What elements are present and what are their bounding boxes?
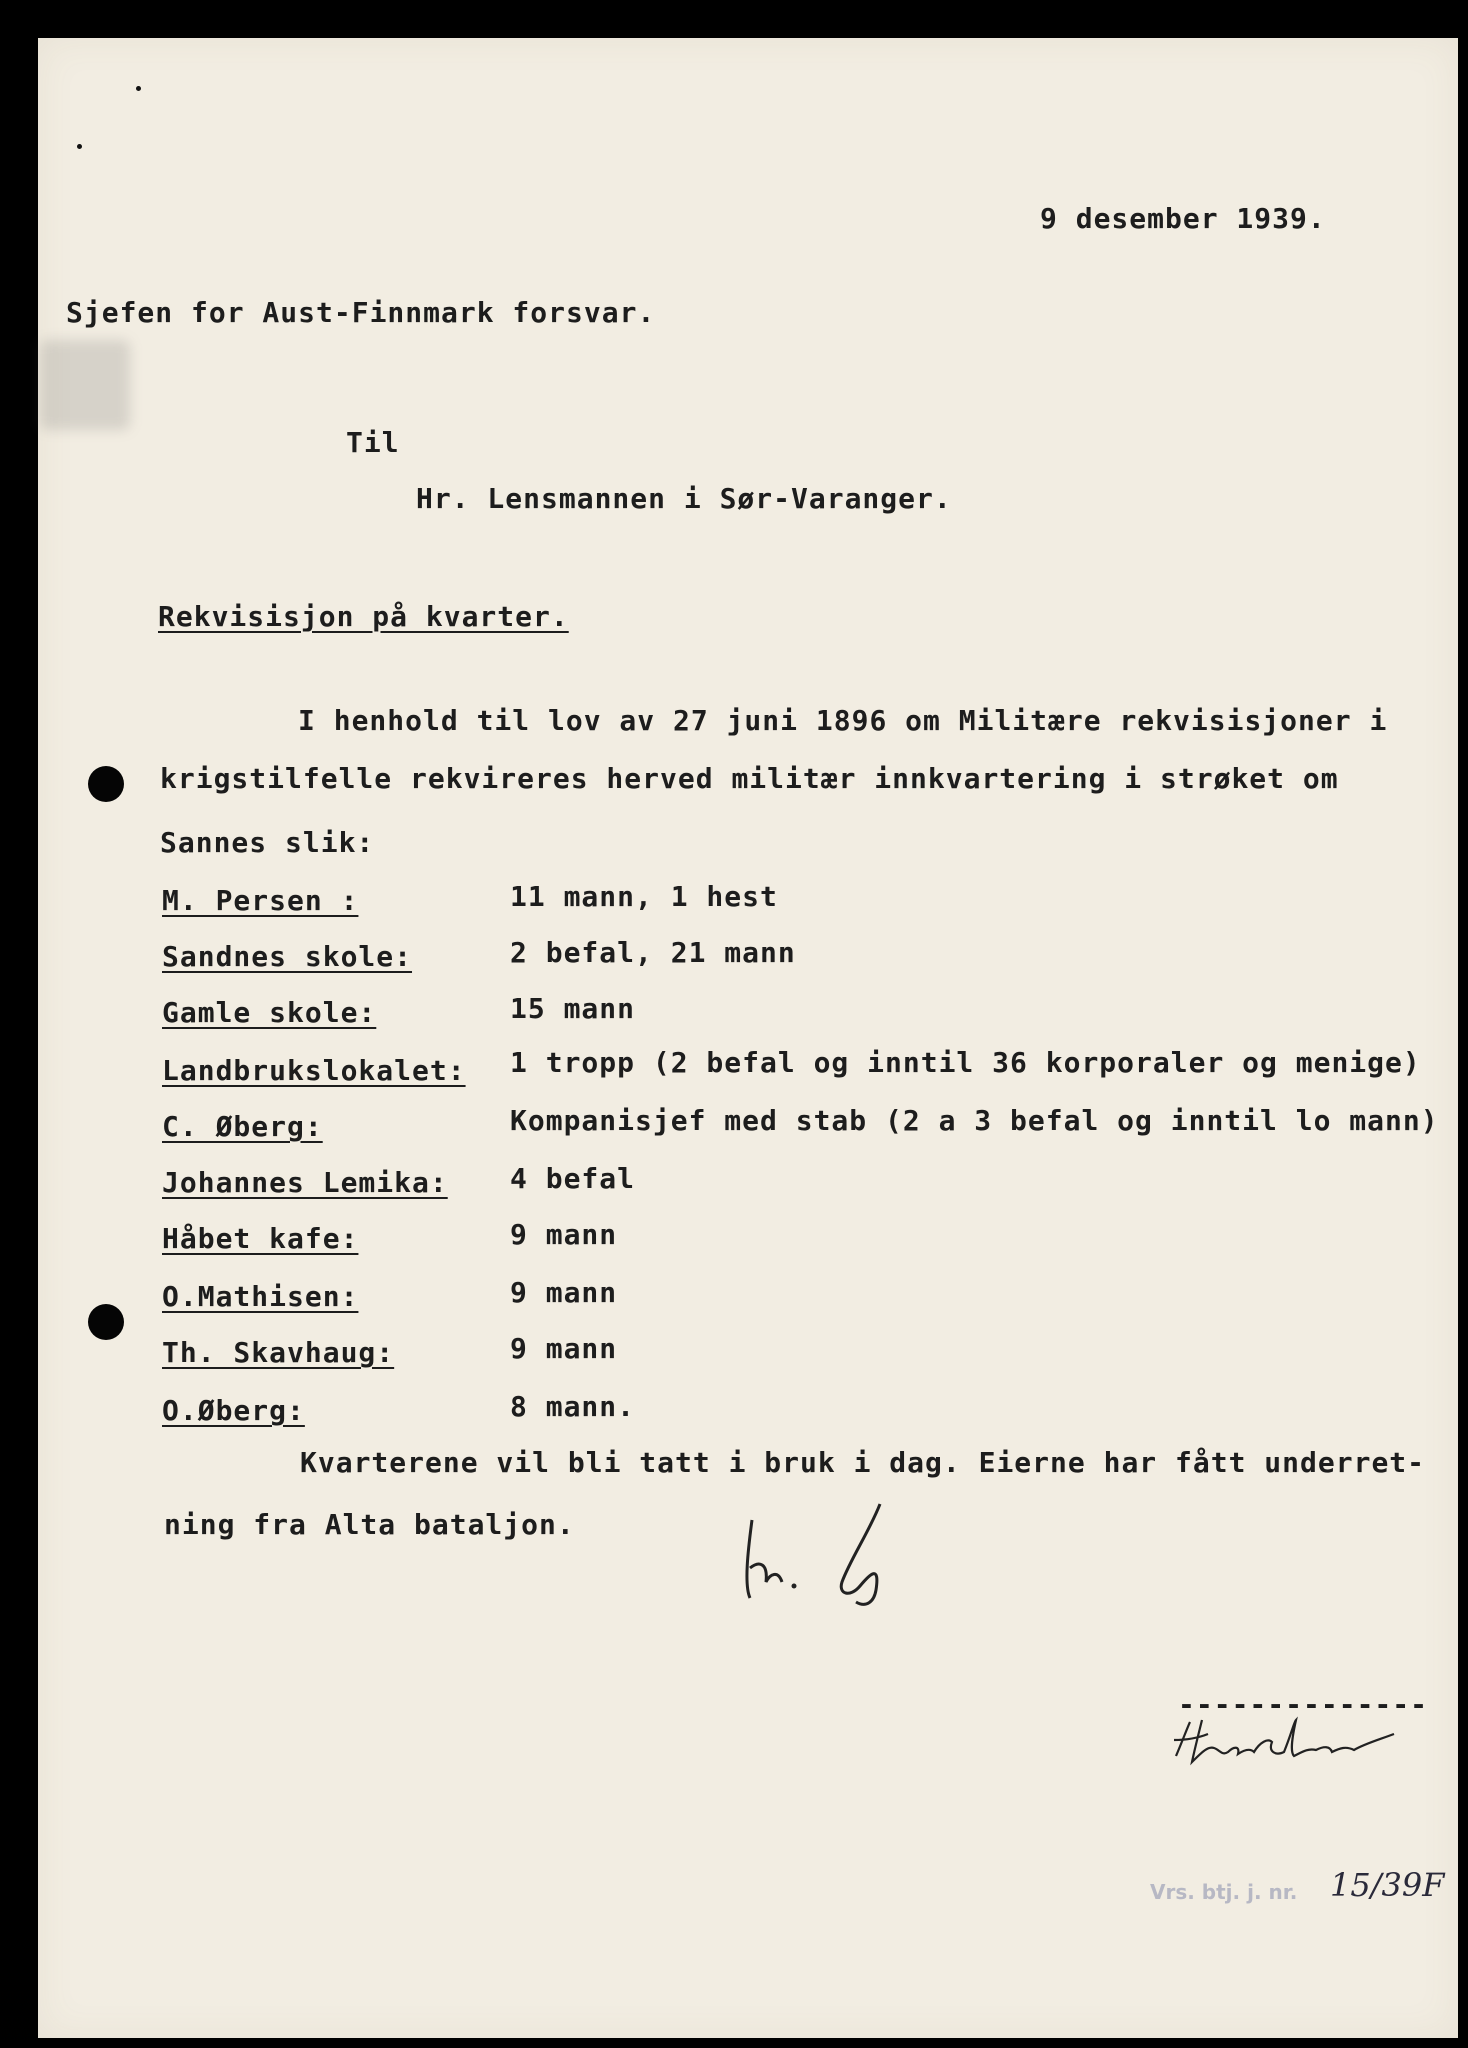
quarter-place: C. Øberg: <box>162 1110 323 1143</box>
quarter-allocation: 15 mann <box>510 992 636 1025</box>
quarter-allocation: 8 mann. <box>510 1390 636 1423</box>
quarter-place: Håbet kafe: <box>162 1222 359 1255</box>
quarter-place: Gamle skole: <box>162 996 377 1029</box>
subject-line: Rekvisisjon på kvarter. <box>158 600 569 633</box>
to-label: Til <box>346 426 400 459</box>
quarter-allocation: 4 befal <box>510 1162 636 1195</box>
recipient-line: Hr. Lensmannen i Sør-Varanger. <box>416 482 952 515</box>
letter-date: 9 desember 1939. <box>1040 202 1326 235</box>
quarter-place: Th. Skavhaug: <box>162 1336 395 1369</box>
closing-line: ning fra Alta bataljon. <box>164 1508 575 1541</box>
quarter-place: Landbrukslokalet: <box>162 1054 466 1087</box>
quarter-allocation: 2 befal, 21 mann <box>510 936 796 969</box>
body-line: Sannes slik: <box>160 826 375 859</box>
punch-hole <box>88 766 124 802</box>
quarter-place: Sandnes skole: <box>162 940 413 973</box>
body-line: I henhold til lov av 27 juni 1896 om Militære rekvisisjoner i <box>298 704 1388 737</box>
punch-hole <box>88 1304 124 1340</box>
speck <box>77 144 82 149</box>
initials-signature <box>730 1490 930 1620</box>
quarter-place: M. Persen : <box>162 884 359 917</box>
quarter-place: O.Øberg: <box>162 1394 305 1427</box>
quarter-allocation: 9 mann <box>510 1218 618 1251</box>
quarter-allocation: 1 tropp (2 befal og inntil 36 korporaler og menige) <box>510 1046 1421 1079</box>
registry-stamp: Vrs. btj. j. nr. <box>1150 1880 1298 1904</box>
quarter-allocation: 9 mann <box>510 1276 618 1309</box>
quarter-allocation: Kompanisjef med stab (2 a 3 befal og inntil lo mann) <box>510 1104 1439 1137</box>
smudge <box>40 340 130 430</box>
body-line: krigstilfelle rekvireres herved militær innkvartering i strøket om <box>160 762 1339 795</box>
sender-line: Sjefen for Aust-Finnmark forsvar. <box>66 296 656 329</box>
handwritten-signature <box>1168 1712 1408 1772</box>
closing-line: Kvarterene vil bli tatt i bruk i dag. Eierne har fått underret- <box>300 1446 1426 1479</box>
reference-number: 15/39F <box>1330 1866 1445 1904</box>
signature-dashes: -------------- <box>1178 1688 1429 1721</box>
quarter-place: Johannes Lemika: <box>162 1166 448 1199</box>
quarter-allocation: 11 mann, 1 hest <box>510 880 778 913</box>
quarter-place: O.Mathisen: <box>162 1280 359 1313</box>
speck <box>136 86 141 91</box>
quarter-allocation: 9 mann <box>510 1332 618 1365</box>
